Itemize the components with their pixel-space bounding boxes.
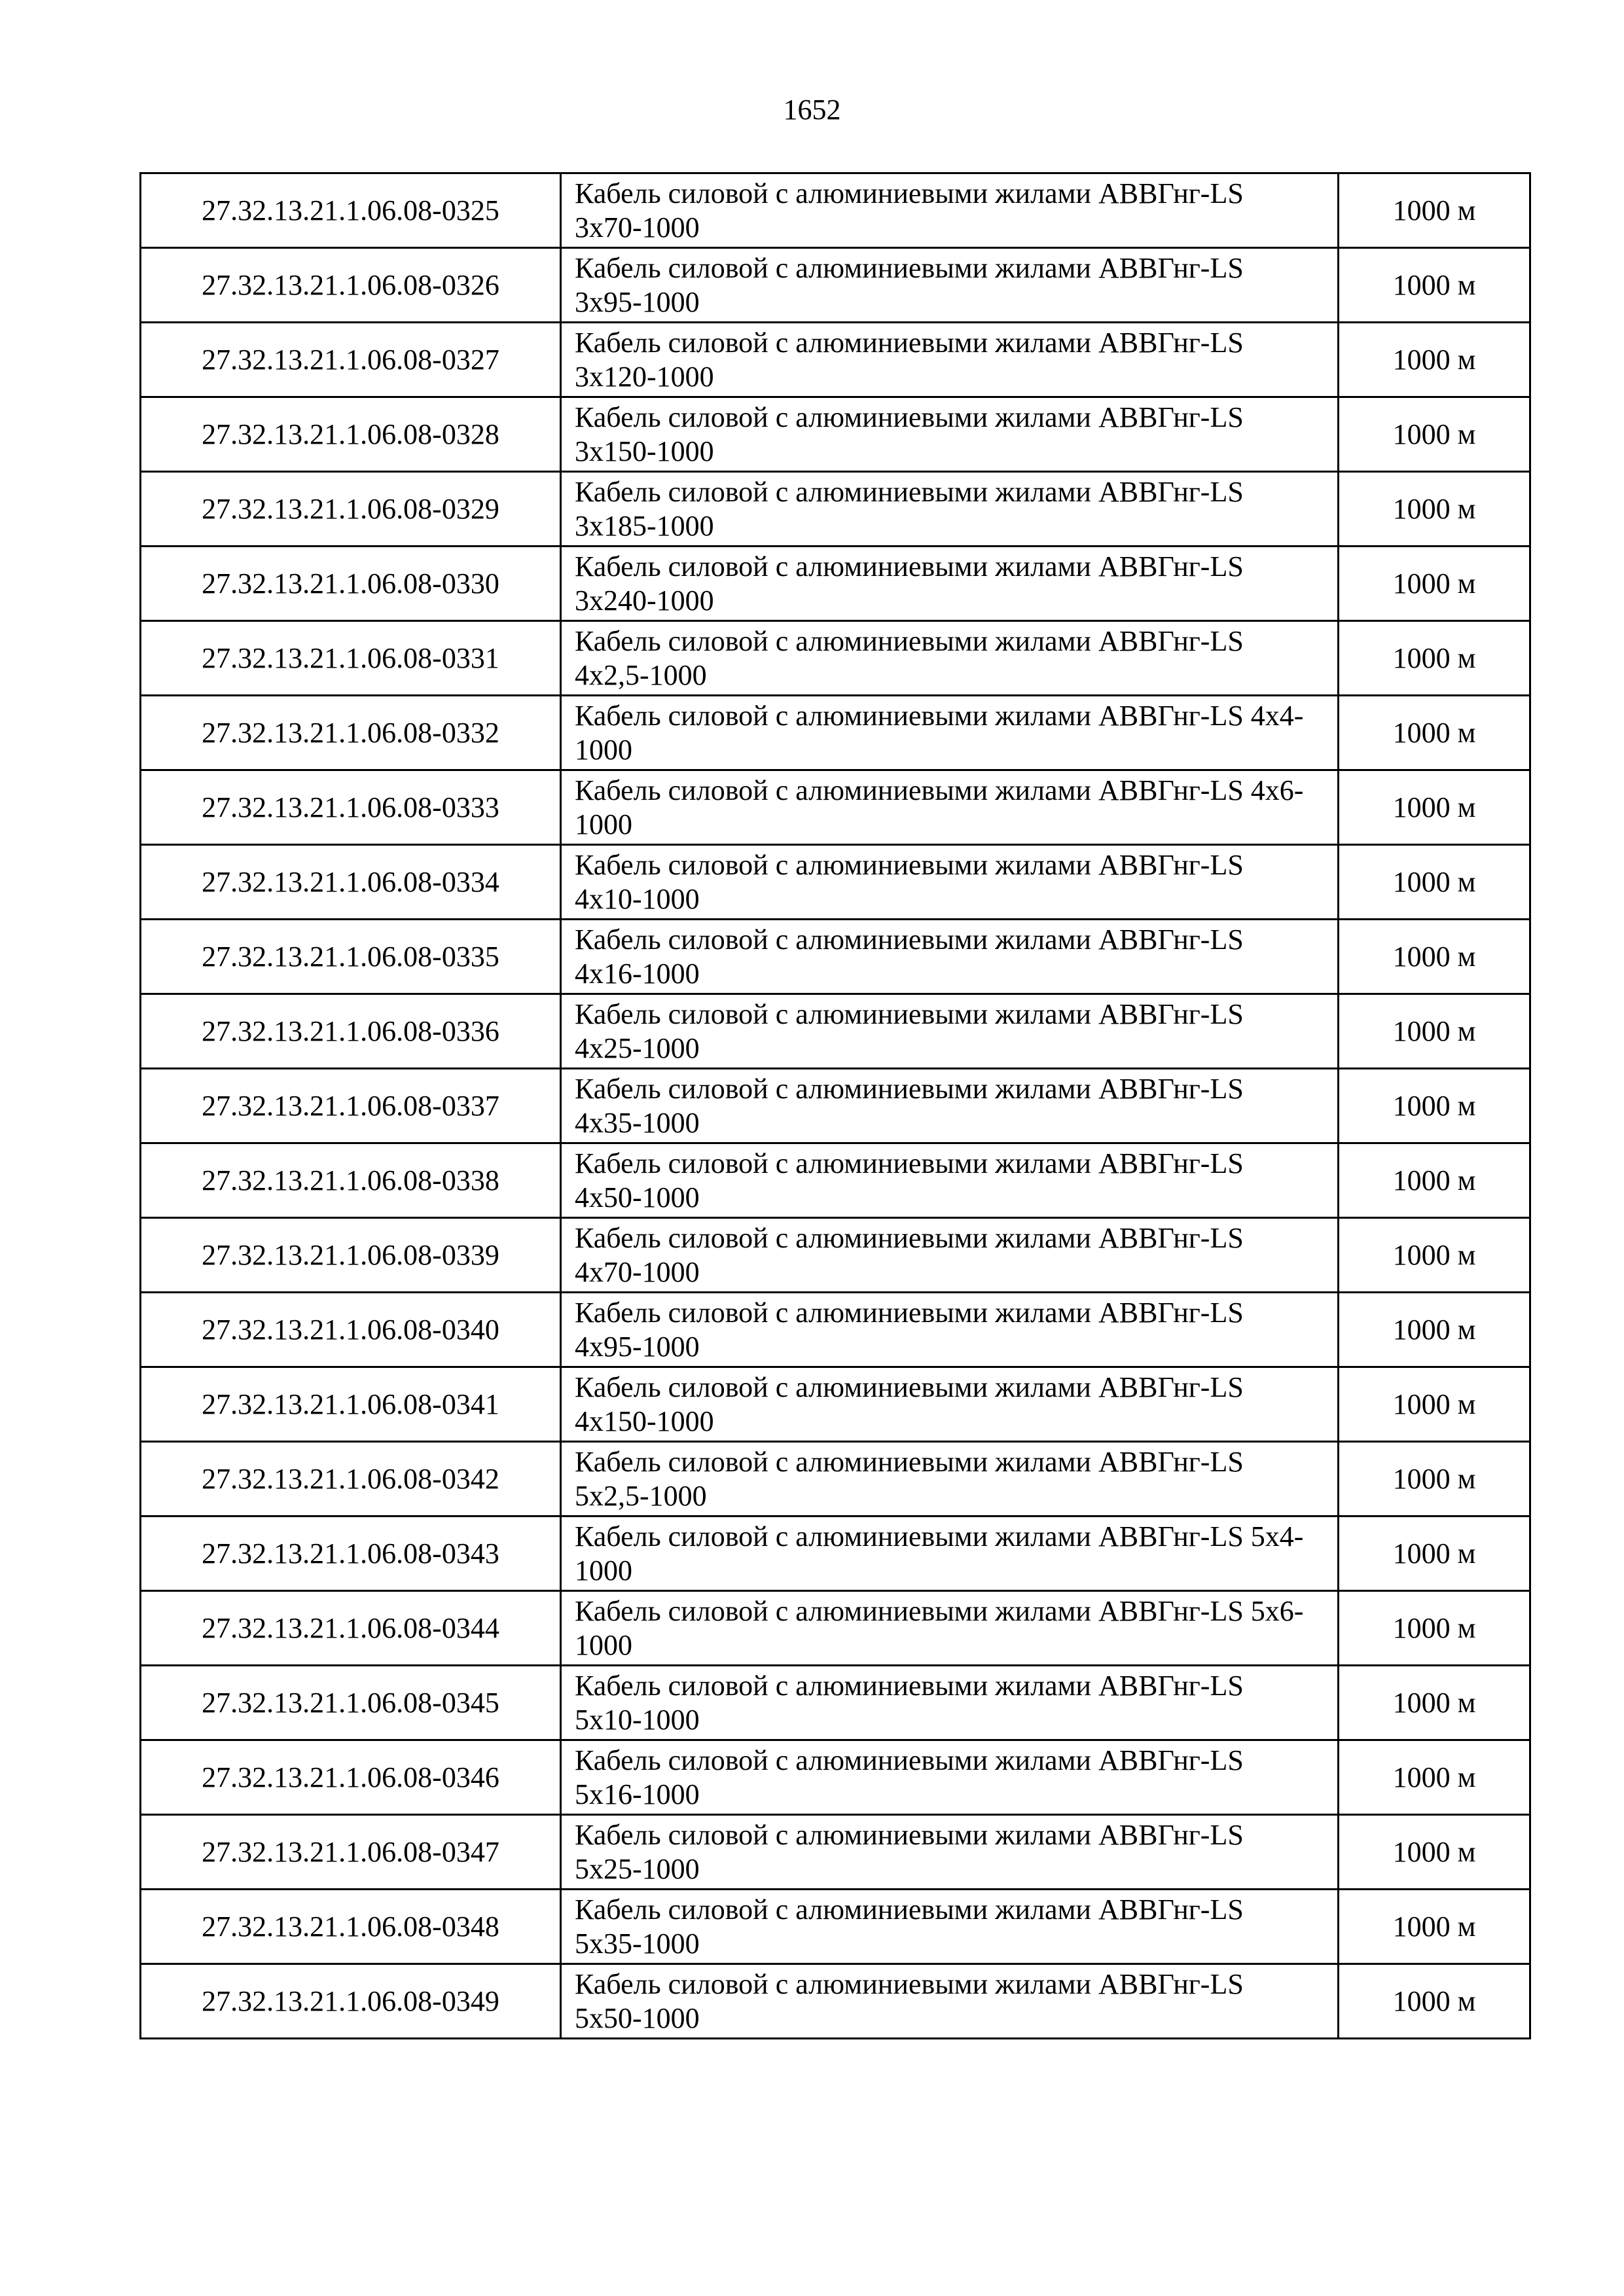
catalog-table-body xyxy=(141,173,1530,2039)
resource-name-cell: Кабель силовой с алюминиевыми жилами АВВГнг-LS 4х35-1000 xyxy=(561,1069,1339,1143)
table-row xyxy=(141,1293,1530,1367)
resource-name-cell: Кабель силовой с алюминиевыми жилами АВВГнг-LS 3х185-1000 xyxy=(561,472,1339,547)
table-row xyxy=(141,1815,1530,1890)
resource-code-cell: 27.32.13.21.1.06.08-0349 xyxy=(141,1964,561,2039)
resource-name-cell: Кабель силовой с алюминиевыми жилами АВВГнг-LS 3х120-1000 xyxy=(561,323,1339,397)
table-row xyxy=(141,397,1530,472)
resource-name-cell: Кабель силовой с алюминиевыми жилами АВВГнг-LS 5х10-1000 xyxy=(561,1666,1339,1740)
table-row xyxy=(141,173,1530,248)
resource-name-cell: Кабель силовой с алюминиевыми жилами АВВГнг-LS 4х16-1000 xyxy=(561,920,1339,994)
table-row xyxy=(141,1218,1530,1293)
resource-code-cell: 27.32.13.21.1.06.08-0325 xyxy=(141,173,561,248)
unit-cell: 1000 м xyxy=(1339,1890,1530,1964)
resource-name-cell: Кабель силовой с алюминиевыми жилами АВВГнг-LS 5х6-1000 xyxy=(561,1591,1339,1666)
resource-code-cell: 27.32.13.21.1.06.08-0337 xyxy=(141,1069,561,1143)
resource-code-cell: 27.32.13.21.1.06.08-0348 xyxy=(141,1890,561,1964)
resource-name-cell: Кабель силовой с алюминиевыми жилами АВВГнг-LS 4х4-1000 xyxy=(561,696,1339,770)
resource-code-cell: 27.32.13.21.1.06.08-0338 xyxy=(141,1143,561,1218)
unit-cell: 1000 м xyxy=(1339,173,1530,248)
resource-name-cell: Кабель силовой с алюминиевыми жилами АВВГнг-LS 5х2,5-1000 xyxy=(561,1442,1339,1516)
table-row xyxy=(141,920,1530,994)
unit-cell: 1000 м xyxy=(1339,1367,1530,1442)
resource-code-cell: 27.32.13.21.1.06.08-0342 xyxy=(141,1442,561,1516)
table-row xyxy=(141,1666,1530,1740)
table-row xyxy=(141,1890,1530,1964)
resource-code-cell: 27.32.13.21.1.06.08-0339 xyxy=(141,1218,561,1293)
table-row xyxy=(141,547,1530,621)
page-number: 1652 xyxy=(783,94,841,126)
resource-code-cell: 27.32.13.21.1.06.08-0333 xyxy=(141,770,561,845)
table-row xyxy=(141,994,1530,1069)
unit-cell: 1000 м xyxy=(1339,1666,1530,1740)
resource-code-cell: 27.32.13.21.1.06.08-0347 xyxy=(141,1815,561,1890)
resource-name-cell: Кабель силовой с алюминиевыми жилами АВВГнг-LS 4х6-1000 xyxy=(561,770,1339,845)
resource-name-cell: Кабель силовой с алюминиевыми жилами АВВГнг-LS 4х95-1000 xyxy=(561,1293,1339,1367)
unit-cell: 1000 м xyxy=(1339,1516,1530,1591)
resource-name-cell: Кабель силовой с алюминиевыми жилами АВВГнг-LS 4х150-1000 xyxy=(561,1367,1339,1442)
table-row xyxy=(141,1069,1530,1143)
table-row xyxy=(141,1591,1530,1666)
unit-cell: 1000 м xyxy=(1339,248,1530,323)
resource-name-cell: Кабель силовой с алюминиевыми жилами АВВГнг-LS 5х4-1000 xyxy=(561,1516,1339,1591)
catalog-table xyxy=(139,172,1531,2039)
resource-code-cell: 27.32.13.21.1.06.08-0334 xyxy=(141,845,561,920)
table-row xyxy=(141,696,1530,770)
unit-cell: 1000 м xyxy=(1339,1442,1530,1516)
resource-name-cell: Кабель силовой с алюминиевыми жилами АВВГнг-LS 4х2,5-1000 xyxy=(561,621,1339,696)
unit-cell: 1000 м xyxy=(1339,621,1530,696)
table-row xyxy=(141,323,1530,397)
table-row xyxy=(141,1516,1530,1591)
resource-code-cell: 27.32.13.21.1.06.08-0341 xyxy=(141,1367,561,1442)
unit-cell: 1000 м xyxy=(1339,1293,1530,1367)
table-row xyxy=(141,1367,1530,1442)
unit-cell: 1000 м xyxy=(1339,920,1530,994)
resource-code-cell: 27.32.13.21.1.06.08-0344 xyxy=(141,1591,561,1666)
unit-cell: 1000 м xyxy=(1339,770,1530,845)
unit-cell: 1000 м xyxy=(1339,994,1530,1069)
table-row xyxy=(141,845,1530,920)
unit-cell: 1000 м xyxy=(1339,1591,1530,1666)
unit-cell: 1000 м xyxy=(1339,1218,1530,1293)
resource-name-cell: Кабель силовой с алюминиевыми жилами АВВГнг-LS 5х35-1000 xyxy=(561,1890,1339,1964)
resource-code-cell: 27.32.13.21.1.06.08-0336 xyxy=(141,994,561,1069)
resource-code-cell: 27.32.13.21.1.06.08-0328 xyxy=(141,397,561,472)
unit-cell: 1000 м xyxy=(1339,397,1530,472)
resource-name-cell: Кабель силовой с алюминиевыми жилами АВВГнг-LS 3х70-1000 xyxy=(561,173,1339,248)
unit-cell: 1000 м xyxy=(1339,323,1530,397)
unit-cell: 1000 м xyxy=(1339,1069,1530,1143)
table-row xyxy=(141,1964,1530,2039)
resource-code-cell: 27.32.13.21.1.06.08-0329 xyxy=(141,472,561,547)
resource-name-cell: Кабель силовой с алюминиевыми жилами АВВГнг-LS 3х240-1000 xyxy=(561,547,1339,621)
unit-cell: 1000 м xyxy=(1339,472,1530,547)
resource-code-cell: 27.32.13.21.1.06.08-0340 xyxy=(141,1293,561,1367)
table-row xyxy=(141,621,1530,696)
unit-cell: 1000 м xyxy=(1339,845,1530,920)
resource-name-cell: Кабель силовой с алюминиевыми жилами АВВГнг-LS 5х25-1000 xyxy=(561,1815,1339,1890)
resource-name-cell: Кабель силовой с алюминиевыми жилами АВВГнг-LS 3х150-1000 xyxy=(561,397,1339,472)
resource-name-cell: Кабель силовой с алюминиевыми жилами АВВГнг-LS 4х25-1000 xyxy=(561,994,1339,1069)
resource-code-cell: 27.32.13.21.1.06.08-0335 xyxy=(141,920,561,994)
resource-name-cell: Кабель силовой с алюминиевыми жилами АВВГнг-LS 5х16-1000 xyxy=(561,1740,1339,1815)
unit-cell: 1000 м xyxy=(1339,1815,1530,1890)
unit-cell: 1000 м xyxy=(1339,696,1530,770)
resource-code-cell: 27.32.13.21.1.06.08-0327 xyxy=(141,323,561,397)
resource-code-cell: 27.32.13.21.1.06.08-0346 xyxy=(141,1740,561,1815)
table-row xyxy=(141,472,1530,547)
resource-code-cell: 27.32.13.21.1.06.08-0326 xyxy=(141,248,561,323)
unit-cell: 1000 м xyxy=(1339,547,1530,621)
resource-name-cell: Кабель силовой с алюминиевыми жилами АВВГнг-LS 4х50-1000 xyxy=(561,1143,1339,1218)
resource-code-cell: 27.32.13.21.1.06.08-0332 xyxy=(141,696,561,770)
table-row xyxy=(141,770,1530,845)
table-row xyxy=(141,1740,1530,1815)
resource-code-cell: 27.32.13.21.1.06.08-0345 xyxy=(141,1666,561,1740)
table-row xyxy=(141,248,1530,323)
table-row xyxy=(141,1143,1530,1218)
resource-name-cell: Кабель силовой с алюминиевыми жилами АВВГнг-LS 4х10-1000 xyxy=(561,845,1339,920)
resource-name-cell: Кабель силовой с алюминиевыми жилами АВВГнг-LS 5х50-1000 xyxy=(561,1964,1339,2039)
resource-code-cell: 27.32.13.21.1.06.08-0331 xyxy=(141,621,561,696)
resource-name-cell: Кабель силовой с алюминиевыми жилами АВВГнг-LS 4х70-1000 xyxy=(561,1218,1339,1293)
resource-name-cell: Кабель силовой с алюминиевыми жилами АВВГнг-LS 3х95-1000 xyxy=(561,248,1339,323)
unit-cell: 1000 м xyxy=(1339,1740,1530,1815)
resource-code-cell: 27.32.13.21.1.06.08-0343 xyxy=(141,1516,561,1591)
unit-cell: 1000 м xyxy=(1339,1143,1530,1218)
table-row xyxy=(141,1442,1530,1516)
resource-code-cell: 27.32.13.21.1.06.08-0330 xyxy=(141,547,561,621)
unit-cell: 1000 м xyxy=(1339,1964,1530,2039)
